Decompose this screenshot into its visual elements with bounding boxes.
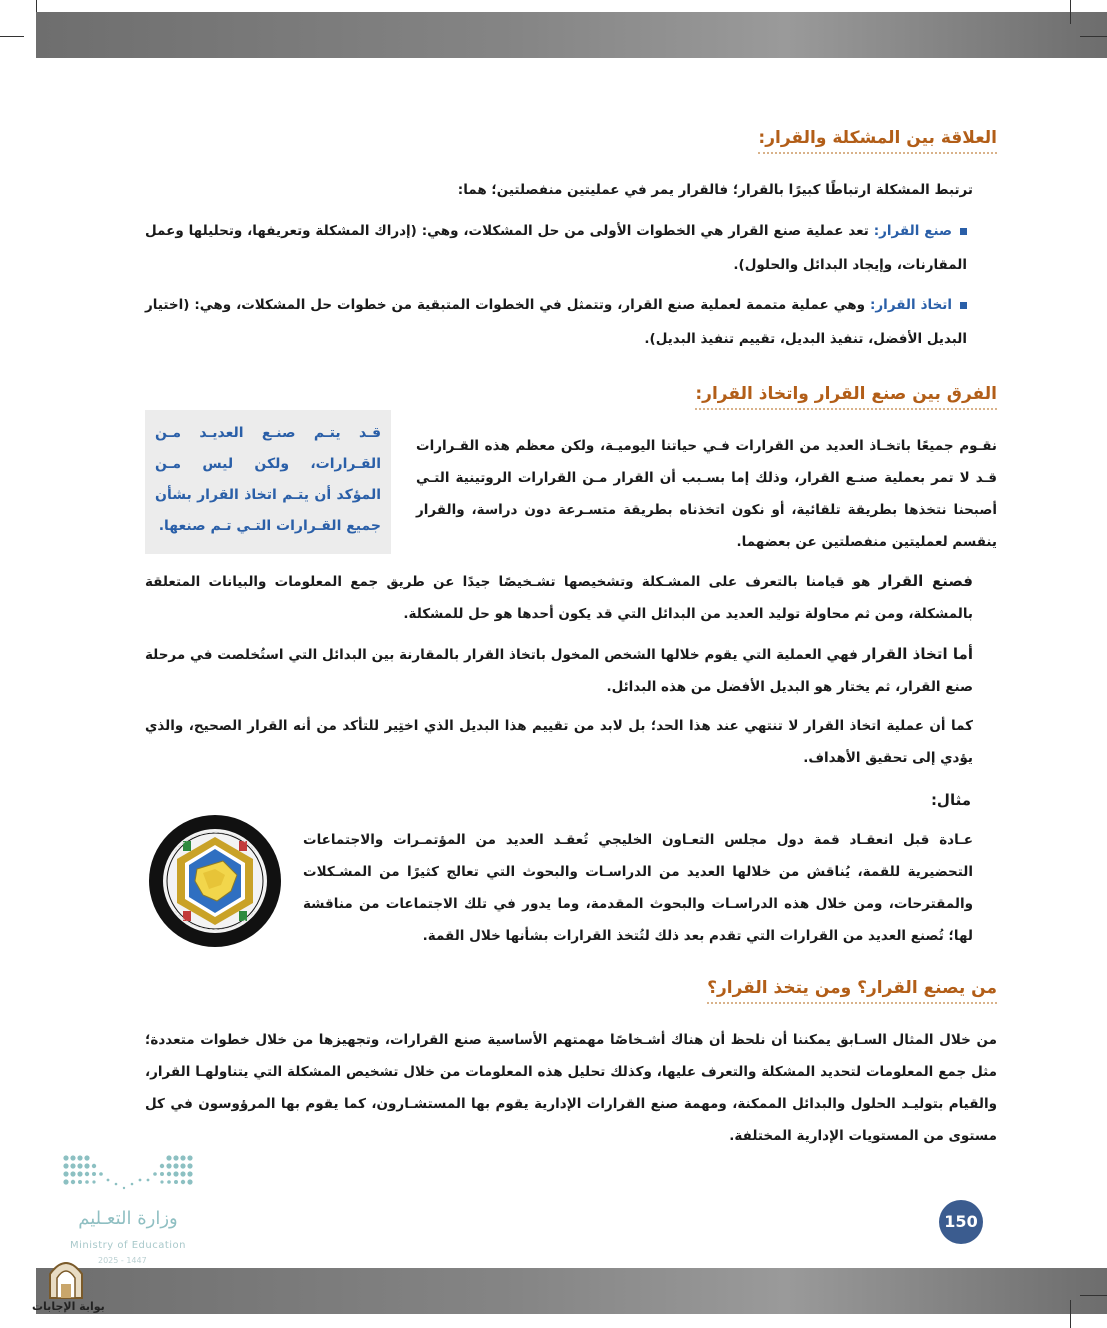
page-number: 150	[939, 1200, 983, 1244]
decision-making-paragraph	[145, 565, 973, 630]
example-label: مثال:	[930, 791, 971, 809]
term-decision-making: صنع القرار:	[873, 223, 952, 239]
crop-mark	[1080, 36, 1107, 37]
ministry-year: 2025 - 1447	[98, 1256, 147, 1265]
crop-mark	[36, 0, 37, 12]
bullet-decision-making	[145, 214, 967, 282]
lead-term: فصنع القرار	[878, 572, 974, 590]
ministry-logo	[58, 1150, 208, 1270]
gcc-emblem-icon	[145, 811, 285, 951]
note-box: قـد يتـم صنـع العديـد مـن القـرارات، ولكن ليس مـن المؤكد أن يتـم اتخاذ القرار بشأن جميع القـرارات التـي تـم صنعها.	[145, 410, 391, 554]
crop-mark	[0, 36, 24, 37]
footer-bar	[36, 1268, 1107, 1314]
difference-paragraph: نقـوم جميعًا باتخـاذ العديد من القرارات فـي حياتنا اليوميـة، ولكن معظم هذه القـرارات قـد لا تمر بعملية صنـع القرار، وذلك إما بسـبب أن القرار مـن القرارات الروتينية التـي أصبحنا نتخذها بطريقة تلقائية، أو نكون اتخذناه بطريقة متسـرعة دون دراسة، والقرار ينقسم لعمليتين منفصلتين عن بعضهما.	[416, 438, 997, 550]
intro-paragraph: ترتبط المشكلة ارتباطًا كبيرًا بالقرار؛ فالقرار يمر في عمليتين منفصلتين؛ هما:	[457, 182, 973, 198]
ministry-dots-icon	[58, 1150, 198, 1198]
decision-taking-paragraph	[145, 638, 973, 703]
example-paragraph: عـادة قبل انعقـاد قمة دول مجلس التعـاون الخليجي تُعقـد العديد من المؤتمـرات والاجتماعات التحضيرية للقمة، يُناقش من خلالها العديد من الدراسـات والبحوث التي تعالج كثيرًا من المشـكلات والمقترحات، ومن خلال هذه الدراسـات والبحوث المقدمة، وما يدور في تلك الاجتماعات من مناقشة لها؛ تُصنع العديد من القرارات التي تقدم بعد ذلك لتُتخذ القرارات بشأنها خلال القمة.	[303, 832, 973, 944]
who-paragraph: من خلال المثال السـابق يمكننا أن نلحظ أن هناك أشـخاصًا مهمتهم الأساسية صنع القرارات، وتجهيزها من خلال خطوات متعددة؛ مثل جمع المعلومات لتحديد المشكلة والتعرف عليها، وكذلك تحليل هذه المعلومات من خلال تشخيص المشكلة التي يتناولهـا القرار، والقيام بتوليـد الحلول والبدائل الممكنة، ومهمة صنع القرارات الإدارية يقوم بها المستشـارون، كما يقوم بها المرؤوسون في كل مستوى من المستويات الإدارية المختلفة.	[145, 1032, 997, 1144]
portal-watermark-icon	[44, 1254, 88, 1300]
section-heading-who: من يصنع القرار؟ ومن يتخذ القرار؟	[707, 978, 997, 1004]
bullet-text: تعد عملية صنع القرار هي الخطوات الأولى من حل المشكلات، وهي: (إدراك المشكلة وتعريفها، وتحليلها وعمل المقارنات، وإيجاد البدائل والحلول).	[145, 223, 967, 273]
paragraph-text: هو قيامنا بالتعرف على المشـكلة وتشخيصها تشـخيصًا جيدًا عن طريق جمع المعلومات والبيانات المتعلقة بالمشكلة، ومن ثم محاولة توليد العديد من البدائل التي قد يكون أحدها هو حل للمشكلة.	[145, 574, 973, 622]
crop-mark	[1070, 0, 1071, 24]
paragraph-text: فهي العملية التي يقوم خلالها الشخص المخول باتخاذ القرار بالمقارنة بين البدائل التي استُخلصت في مرحلة صنع القرار، ثم يختار هو البديل الأفضل من هذه البدائل.	[145, 647, 973, 695]
header-bar	[36, 12, 1107, 58]
crop-mark	[1080, 1295, 1107, 1296]
ministry-english-name: Ministry of Education	[70, 1240, 186, 1251]
bullet-square-icon	[960, 228, 967, 235]
bullet-text: وهي عملية متممة لعملية صنع القرار، وتتمثل في الخطوات المتبقية من خطوات حل المشكلات، وهي: (اختيار البديل الأفضل، تنفيذ البديل، تقييم تنفيذ البديل).	[145, 297, 967, 347]
lead-term: أما اتخاذ القرار	[862, 645, 973, 663]
bullet-square-icon	[960, 302, 967, 309]
ministry-arabic-name: وزارة التعـليم	[78, 1208, 178, 1229]
evaluation-paragraph: كما أن عملية اتخاذ القرار لا تنتهي عند هذا الحد؛ بل لابد من تقييم هذا البديل الذي اختِير للتأكد من أنه القرار الصحيح، والذي يؤدي إلى تحقيق الأهداف.	[145, 718, 973, 766]
section-heading-relation: العلاقة بين المشكلة والقرار:	[758, 128, 997, 154]
section-heading-difference: الفرق بين صنع القرار واتخاذ القرار:	[695, 384, 997, 410]
crop-mark	[1070, 1300, 1071, 1328]
portal-watermark-label: بوابة الإجابات	[32, 1300, 105, 1313]
bullet-decision-taking	[145, 288, 967, 356]
term-decision-taking: اتخاذ القرار:	[870, 297, 952, 313]
